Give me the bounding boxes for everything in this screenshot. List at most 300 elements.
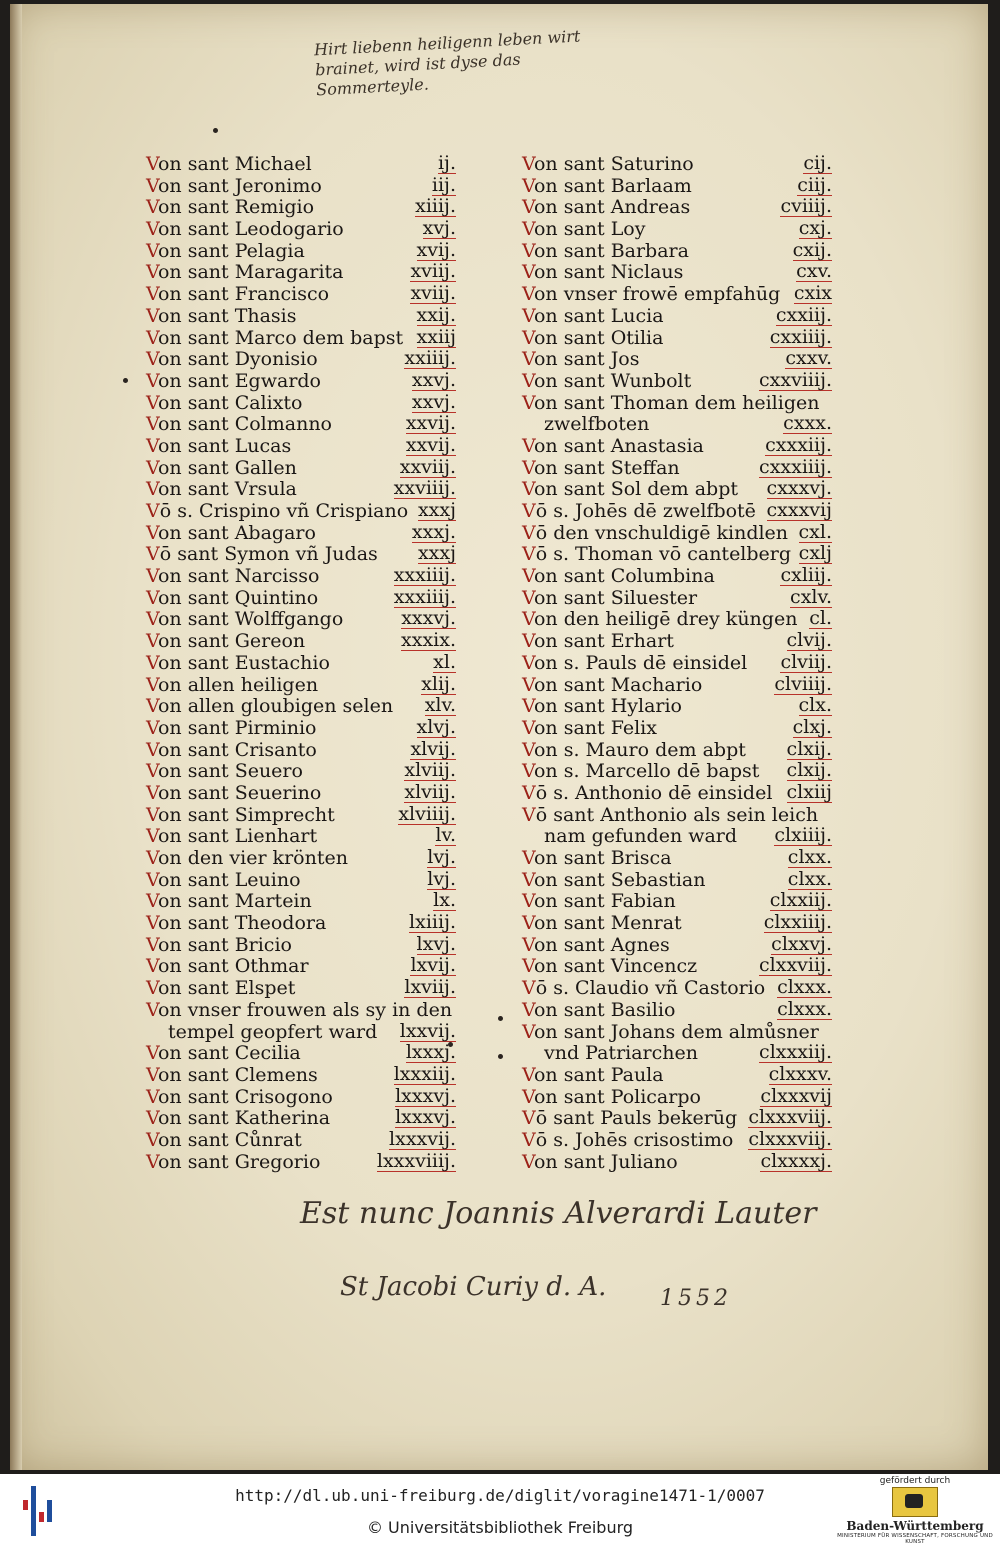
rubricated-initial: V — [146, 1107, 158, 1130]
index-entry — [522, 609, 832, 631]
rubricated-initial: V — [522, 261, 534, 284]
entry-title: on sant Remigio — [157, 196, 315, 219]
rubricated-initial: V — [146, 1150, 158, 1173]
entry-title: on sant Sebastian — [533, 868, 706, 891]
rubricated-initial: V — [146, 1085, 158, 1108]
rubricated-initial: V — [146, 868, 158, 891]
index-entry — [522, 284, 832, 306]
entry-title: on sant Johans dem almůsner — [533, 1020, 819, 1043]
rubricated-initial: V — [146, 434, 158, 457]
rubricated-initial: V — [522, 803, 536, 826]
index-entry — [522, 1022, 832, 1044]
entry-title: on sant Crisogono — [157, 1085, 333, 1108]
rubricated-initial: V — [522, 478, 534, 501]
entry-title: on sant Marco dem bapst — [157, 326, 404, 349]
folio-number: xlviiij. — [398, 802, 456, 825]
rubricated-initial: V — [522, 348, 534, 371]
folio-number: xxviiij. — [393, 477, 456, 500]
index-entry — [146, 455, 456, 480]
entry-title: ō s. Johēs dē zwelfbotē — [535, 500, 756, 522]
folio-number: xxij. — [416, 303, 456, 326]
entry-title: on sant Siluester — [533, 586, 698, 609]
rubricated-initial: V — [522, 543, 536, 566]
entry-title: on sant Agnes — [533, 933, 670, 956]
inscription-year: 1552 — [660, 1286, 732, 1311]
entry-title: on sant Pelagia — [157, 239, 305, 262]
index-entry — [146, 848, 456, 870]
binding-edge — [10, 4, 22, 1470]
folio-number: lxxxiij. — [393, 1062, 456, 1085]
folio-number: lvj. — [427, 846, 456, 868]
rubricated-initial: V — [146, 651, 158, 674]
index-entry — [522, 325, 832, 350]
index-entry — [522, 238, 832, 263]
folio-number: xvij. — [416, 238, 456, 261]
folio-number: lxxxvj. — [395, 1106, 456, 1129]
index-entry — [522, 368, 832, 393]
folio-number: lxxxj. — [405, 1041, 456, 1064]
folio-number: xxiij — [416, 325, 456, 348]
rubricated-initial: V — [522, 608, 534, 631]
entry-title: on sant Policarpo — [533, 1085, 701, 1108]
index-entry — [146, 780, 456, 805]
entry-title: tempel geopfert ward — [168, 1020, 378, 1043]
entry-title: on sant Gregorio — [157, 1150, 321, 1173]
rubricated-initial: V — [146, 500, 160, 522]
folio-number: clxij. — [786, 737, 832, 760]
folio-number: lv. — [435, 824, 456, 847]
entry-title: on sant Egwardo — [157, 369, 321, 392]
index-entry — [522, 761, 832, 783]
index-entry — [146, 1019, 456, 1044]
rubricated-initial: V — [146, 760, 158, 783]
index-entry — [146, 672, 456, 697]
rubricated-initial: V — [522, 369, 534, 392]
entry-title: on sant Cůnrat — [157, 1128, 302, 1151]
folio-number: clxxx. — [777, 976, 832, 999]
folio-number: lxiiij. — [409, 911, 456, 934]
entry-title: ō s. Johēs crisostimo — [535, 1128, 734, 1151]
entry-title: ō sant Symon vñ Judas — [159, 543, 378, 566]
index-entry — [146, 1084, 456, 1109]
index-entry — [146, 761, 456, 783]
rubricated-initial: V — [522, 1128, 536, 1151]
entry-title: on sant Calixto — [157, 391, 303, 414]
folio-number: lxvj. — [416, 932, 456, 955]
rubricated-initial: V — [522, 1150, 534, 1173]
entry-title: on sant Steffan — [533, 456, 680, 479]
folio-number: lx. — [433, 889, 456, 912]
rubricated-initial: V — [146, 608, 158, 631]
index-entry — [146, 303, 456, 328]
rubricated-initial: V — [146, 174, 158, 197]
rubricated-initial: V — [522, 998, 534, 1021]
folio-number: xxxiiij. — [393, 564, 456, 587]
ministry-name: MINISTERIUM FÜR WISSENSCHAFT, FORSCHUNG UND KUNST — [837, 1533, 993, 1545]
rubricated-initial: V — [146, 369, 158, 392]
entry-title: on s. Mauro dem abpt — [533, 738, 746, 761]
rubricated-initial: V — [522, 196, 534, 219]
folio-number: cxxiiij. — [769, 325, 832, 348]
rubricated-initial: V — [146, 391, 158, 414]
rubricated-initial: V — [522, 456, 534, 479]
index-entry — [146, 284, 456, 306]
folio-number: ciij. — [797, 173, 832, 196]
rubricated-initial: V — [146, 565, 158, 588]
entry-title: on sant Quintino — [157, 586, 319, 609]
rubricated-initial: V — [146, 543, 160, 566]
entry-title: on sant Barlaam — [533, 174, 692, 197]
folio-number: cxv. — [796, 260, 832, 283]
rubricated-initial: V — [146, 630, 158, 653]
folio-number: xl. — [433, 650, 456, 673]
entry-title: on vnser frouwen als sy in den — [157, 998, 453, 1021]
entry-title: on sant Hylario — [533, 695, 682, 718]
entry-title: on sant Crisanto — [157, 738, 317, 761]
rubricated-initial: V — [522, 847, 534, 869]
entry-title: on sant Cecilia — [157, 1042, 301, 1065]
entry-title: on sant Lucia — [533, 304, 664, 327]
index-entry — [522, 219, 832, 241]
folio-number: clxxviij. — [759, 954, 832, 977]
folio-number: xiiij. — [415, 195, 456, 218]
folio-number: xlvij. — [410, 737, 456, 760]
rubricated-initial: V — [522, 1107, 536, 1130]
entry-title: on sant Katherina — [157, 1107, 331, 1130]
index-entry — [146, 479, 456, 501]
index-entry — [522, 913, 832, 935]
index-entry — [146, 219, 456, 241]
folio-number: cxxxiiij. — [759, 455, 832, 478]
index-entry — [522, 650, 832, 675]
entry-title: on sant Felix — [533, 716, 657, 739]
folio-number: xxvj. — [411, 390, 456, 413]
index-entry — [146, 1043, 456, 1065]
entry-title: on sant Theodora — [157, 912, 327, 935]
rubricated-initial: V — [146, 1063, 158, 1086]
entry-title: ō s. Crispino vñ Crispiano — [159, 500, 409, 522]
entry-title: on sant Vrsula — [157, 478, 297, 501]
entry-title: on sant Andreas — [533, 196, 691, 219]
folio-number: xxiiij. — [404, 347, 456, 370]
folio-number: clxxiij. — [769, 889, 832, 912]
entry-title: on sant Michael — [157, 153, 312, 175]
index-entry — [146, 867, 456, 892]
folio-number: lxxxvij. — [389, 1127, 456, 1150]
rubricated-initial: V — [146, 673, 158, 696]
index-entry — [146, 262, 456, 284]
folio-number: cxlv. — [790, 585, 832, 608]
rubricated-initial: V — [146, 239, 158, 262]
folio-number: cxliij. — [780, 564, 832, 587]
index-entry — [522, 585, 832, 610]
index-entry — [146, 544, 456, 566]
entry-title: on sant Elspet — [157, 977, 296, 1000]
funder-logo — [830, 1476, 1000, 1545]
entry-title: on sant Barbara — [533, 239, 689, 262]
entry-title: on sant Pirminio — [157, 716, 317, 739]
index-entry — [146, 802, 456, 827]
rubricated-initial: V — [522, 760, 534, 783]
rubricated-initial: V — [146, 933, 158, 956]
entry-title: on sant Basilio — [533, 998, 676, 1021]
rubricated-initial: V — [146, 413, 158, 436]
index-entry — [146, 932, 456, 957]
folio-number: cxxxvj. — [766, 477, 832, 500]
rubricated-initial: V — [146, 847, 158, 869]
folio-number: lxxxviiij. — [376, 1149, 456, 1172]
rubricated-initial: V — [146, 521, 158, 544]
index-entry — [146, 913, 456, 935]
index-entry — [146, 368, 456, 393]
rubricated-initial: V — [522, 521, 536, 544]
rubricated-initial: V — [146, 326, 158, 349]
index-entry — [522, 891, 832, 913]
entry-title: on s. Pauls dē einsidel — [533, 651, 748, 674]
rubricated-initial: V — [522, 326, 534, 349]
index-entry — [146, 520, 456, 545]
folio-number: clviiij. — [774, 672, 832, 695]
folio-number: xxvij. — [405, 433, 456, 456]
rubricated-initial: V — [146, 781, 158, 804]
rubricated-initial: V — [146, 977, 158, 1000]
folio-number: xviij. — [410, 260, 456, 283]
index-entry — [522, 173, 832, 198]
rubricated-initial: V — [522, 738, 534, 761]
rubricated-initial: V — [522, 695, 534, 718]
ink-dot — [498, 1054, 503, 1059]
rubricated-initial: V — [146, 283, 158, 306]
folio-number: xlvj. — [416, 715, 456, 738]
folio-number: lxxxvj. — [395, 1084, 456, 1107]
folio-number: xxxiiij. — [393, 585, 456, 608]
folio-number: cxij. — [792, 238, 832, 261]
entry-title: vnd Patriarchen — [544, 1042, 698, 1065]
copyright-notice: © Universitätsbibliothek Freiburg — [366, 1518, 634, 1537]
folio-number: cxix — [793, 282, 832, 305]
rubricated-initial: V — [522, 434, 534, 457]
index-entry — [522, 1043, 832, 1065]
entry-title: on sant Bricio — [157, 933, 292, 956]
index-entry — [522, 715, 832, 740]
index-entry — [522, 414, 832, 436]
rubricated-initial: V — [146, 304, 158, 327]
rubricated-initial: V — [146, 261, 158, 284]
rubricated-initial: V — [146, 825, 158, 848]
entry-title: on sant Simprecht — [157, 803, 335, 826]
index-entry — [522, 1149, 832, 1174]
folio-number: xxvj. — [411, 368, 456, 391]
folio-number: xxxj — [417, 499, 456, 521]
entry-title: on sant Saturino — [533, 153, 694, 175]
index-entry — [146, 715, 456, 740]
folio-number: cxxiij. — [775, 303, 832, 326]
folio-number: xxxvj. — [401, 607, 456, 630]
rubricated-initial: V — [522, 218, 534, 241]
entry-title: on sant Juliano — [533, 1150, 678, 1173]
entry-title: on sant Abagaro — [157, 521, 316, 544]
parchment-leaf — [10, 4, 988, 1470]
rubricated-initial: V — [522, 239, 534, 262]
rubricated-initial: V — [146, 998, 158, 1021]
index-entry — [522, 520, 832, 545]
rubricated-initial: V — [522, 716, 534, 739]
folio-number: xlviij. — [404, 759, 456, 782]
rubricated-initial: V — [522, 500, 536, 522]
index-entry — [146, 390, 456, 415]
folio-number: xvj. — [422, 217, 456, 240]
folio-number: lxxvij. — [399, 1019, 456, 1042]
folio-number: clvij. — [786, 629, 832, 652]
index-entry — [522, 978, 832, 1000]
rubricated-initial: V — [146, 890, 158, 913]
entry-title: on sant Niclaus — [533, 261, 684, 284]
entry-title: on sant Othmar — [157, 955, 309, 978]
entry-title: on sant Fabian — [533, 890, 676, 913]
ownership-inscription: Est nunc Joannis Alverardi Lauter — [300, 1196, 817, 1231]
index-entry — [146, 891, 456, 913]
index-entry — [146, 414, 456, 436]
index-entry — [522, 501, 832, 523]
rubricated-initial: V — [522, 977, 536, 1000]
entry-title: ō den vnschuldigē kindlen — [535, 521, 789, 544]
entry-title: on sant Maragarita — [157, 261, 344, 284]
folio-number: xxviij. — [399, 455, 456, 478]
index-entry — [522, 433, 832, 458]
index-entry — [522, 956, 832, 978]
ownership-inscription-line2: St Jacobi Curiy d. A. — [340, 1272, 607, 1302]
index-entry — [522, 780, 832, 805]
folio-number: clxx. — [787, 867, 832, 890]
rubricated-initial: V — [146, 153, 158, 175]
folio-number: iij. — [431, 173, 456, 196]
rubricated-initial: V — [522, 174, 534, 197]
entry-title: on sant Wolffgango — [157, 608, 344, 631]
entry-title: on sant Jos — [533, 348, 640, 371]
entry-title: on sant Erhart — [533, 630, 674, 653]
index-entry — [522, 349, 832, 371]
entry-title: ō sant Anthonio als sein leich — [535, 803, 819, 826]
entry-title: on sant Thasis — [157, 304, 297, 327]
entry-title: on sant Sol dem abpt — [533, 478, 739, 501]
entry-title: on sant Leuino — [157, 868, 301, 891]
index-entry — [146, 173, 456, 198]
entry-title: on sant Loy — [533, 218, 646, 241]
entry-title: on sant Wunbolt — [533, 369, 692, 392]
funded-by-label: gefördert durch — [879, 1476, 951, 1486]
folio-number: xlviij. — [404, 780, 456, 803]
index-entry — [522, 1127, 832, 1152]
index-entry — [146, 238, 456, 263]
index-entry — [146, 631, 456, 653]
rubricated-initial: V — [522, 283, 534, 306]
index-entry — [522, 631, 832, 653]
index-entry — [522, 848, 832, 870]
rubricated-initial: V — [146, 955, 158, 978]
rubricated-initial: V — [146, 716, 158, 739]
index-entry — [146, 696, 456, 718]
rubricated-initial: V — [146, 738, 158, 761]
folio-number: cxl. — [798, 520, 832, 543]
index-entry — [146, 154, 456, 176]
index-entry — [522, 393, 832, 415]
index-entry — [522, 737, 832, 762]
index-entry — [522, 154, 832, 176]
rubricated-initial: V — [522, 586, 534, 609]
rubricated-initial: V — [146, 586, 158, 609]
rubricated-initial: V — [146, 695, 158, 718]
index-entry — [522, 696, 832, 718]
index-entry — [522, 197, 832, 219]
entry-title: on sant Gallen — [157, 456, 297, 479]
folio-number: lvj. — [427, 867, 456, 890]
entry-title: on sant Eustachio — [157, 651, 330, 674]
index-entry — [146, 197, 456, 219]
index-column-right — [522, 154, 832, 1173]
index-entry — [146, 566, 456, 588]
folio-number: cviiij. — [780, 195, 832, 218]
rubricated-initial: V — [522, 912, 534, 935]
entry-title: on sant Otilia — [533, 326, 664, 349]
state-name: Baden-Württemberg — [846, 1519, 984, 1533]
entry-title: on allen gloubigen selen — [157, 695, 394, 718]
entry-title: ō sant Pauls bekerūg — [535, 1107, 738, 1130]
entry-title: on sant Dyonisio — [157, 348, 318, 371]
folio-number: clx. — [798, 694, 832, 717]
page-url-link[interactable]: http://dl.ub.uni-freiburg.de/diglit/voragine1471-1/0007 — [235, 1486, 765, 1505]
folio-number: cij. — [803, 152, 832, 174]
index-entry — [522, 1084, 832, 1109]
index-entry — [522, 479, 832, 501]
folio-number: clxij. — [786, 759, 832, 782]
folio-number: cxxxvij — [766, 499, 832, 521]
rubricated-initial: V — [522, 1085, 534, 1108]
rubricated-initial: V — [522, 565, 534, 588]
entry-title: on sant Lienhart — [157, 825, 318, 848]
entry-title: on sant Clemens — [157, 1063, 318, 1086]
entry-title: on sant Colmanno — [157, 413, 332, 436]
rubricated-initial: V — [146, 348, 158, 371]
rubricated-initial: V — [146, 1042, 158, 1065]
entry-title: on den heiligē drey küngen — [533, 608, 798, 631]
index-entry — [146, 650, 456, 675]
folio-number: lxvij. — [410, 954, 456, 977]
coat-of-arms-icon — [892, 1487, 938, 1517]
entry-title: on sant Vincencz — [533, 955, 698, 978]
folio-number: lxviij. — [404, 976, 456, 999]
rubricated-initial: V — [522, 304, 534, 327]
entry-title: on sant Francisco — [157, 283, 330, 306]
entry-title: on sant Machario — [533, 673, 703, 696]
index-entry — [522, 303, 832, 328]
folio-number: xxxj — [417, 542, 456, 565]
folio-number: cxxx. — [783, 412, 832, 435]
index-entry — [522, 672, 832, 697]
folio-number: clxj. — [792, 715, 832, 738]
rubricated-initial: V — [522, 673, 534, 696]
index-entry — [146, 737, 456, 762]
rubricated-initial: V — [522, 153, 534, 175]
rubricated-initial: V — [522, 955, 534, 978]
folio-number: clxxxv. — [768, 1062, 832, 1085]
rubricated-initial: V — [146, 196, 158, 219]
handwritten-top-note: Hirt liebenn heiligenn leben wirt brainet, wird ist dyse das Sommerteyle. — [313, 26, 581, 100]
rubricated-initial: V — [146, 1128, 158, 1151]
entry-title: on sant Lucas — [157, 434, 292, 457]
folio-number: clxiiij. — [774, 824, 832, 847]
index-entry — [522, 932, 832, 957]
folio-number: clviij. — [780, 650, 832, 673]
